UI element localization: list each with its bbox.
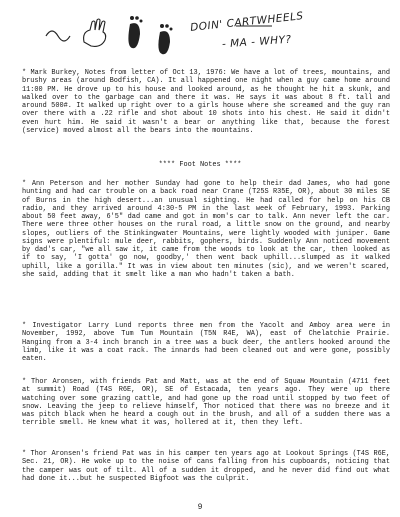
entry-1: * Mark Burkey, Notes from letter of Oct 13, 1976: We have a lot of trees, mountains, and brushy areas (around Bodfish, CA). It all happened one night when a guy came home around 11:00 PM. He drove up to his house and looked around, as he thought he hit a skunk, and walked over to the garbage can and there it was. He says it was about 8 ft. tall and around 500#. It walked up right over to a girls house where she screamed and the guy ran over there with a .22 rifle and shot about 10 shots into his chest. He said it didn't even hurt him. He said it wasn't a bear or anything like that, because the forest (service) moved almost all the bears into the mountains. <box>22 69 390 135</box>
footnote-divider: **** Foot Notes **** <box>158 161 242 169</box>
entry-3: * Investigator Larry Lund reports three men from the Yacolt and Amboy area were in November, 1992, above Tum Tum Mountain (T5N R4E, WA), east of Chelatchie Prairie. Hanging from a 3-4 inch branch in a tree was a buck deer, the antlers hooked around the limb, like it was a coat rack. The innards had been cleaned out and were gone, possibly eaten. <box>22 322 390 363</box>
doodle-text-1: DOIN' CARTWHEELS <box>189 10 305 34</box>
header-doodle <box>40 6 340 64</box>
entry-5: * Thor Aronsen's friend Pat was in his camper ten years ago at Lookout Springs (T4S R6E, Sec. 21, OR). He woke up to the noise of cans falling from his cupboards, noticing that the camper was out of tilt. All of a sudden it dropped, and he never did find out what had done it...but he suspected Bigfoot was the culprit. <box>22 450 390 483</box>
entry-2: * Ann Peterson and her mother Sunday had gone to help their dad James, who had gone hunting and had car trouble on a back road near Crane (T25S R35E, OR), about 30 miles SE of Burns in the high desert...an unusual sighting. He had called for help on his CB radio, and they arrived around 4:30-5 PM in the last week of February, 1993. Parking about 50 feet away, 6'5" dad came and got in mom's car to talk. Ann never left the car. There were three other houses on the rural road, a little snow on the ground, and nearby slopes, outliers of the Stinkingwater Mountains, were lightly wooded with juniper. Game signs were plentiful: mule deer, rabbits, gophers, birds. Suddenly Ann noticed movement by dad's car, "we all saw it, it came from the woods to look at the car, then looked as if to say, 'I gotta' go now, goodby,' then went back uphill...slumped as it walked uphill, like a gorilla." It was in view about ten minutes (sic), and we weren't scared, she said, adding that it smelt like a man who hadn't taken a bath. <box>22 180 390 279</box>
entry-4: * Thor Aronsen, with friends Pat and Matt, was at the end of Squaw Mountain (4711 feet at summit) Road (T4S R6E, OR), SE of Estacada, ten years ago. They were up there watching over some grazing cattle, and had gone up the road until stopped by two feet of snow. Leaving the jeep to relieve himself, Thor noticed that there was no breeze and it was pitch black when he heard a cough out in the brush, and all of a sudden there was a terrible smell. He knew what it was, hollered at it, then they left. <box>22 378 390 428</box>
page-number: 9 <box>197 503 203 512</box>
doodle-text-2: - MA - WHY? <box>221 33 292 51</box>
